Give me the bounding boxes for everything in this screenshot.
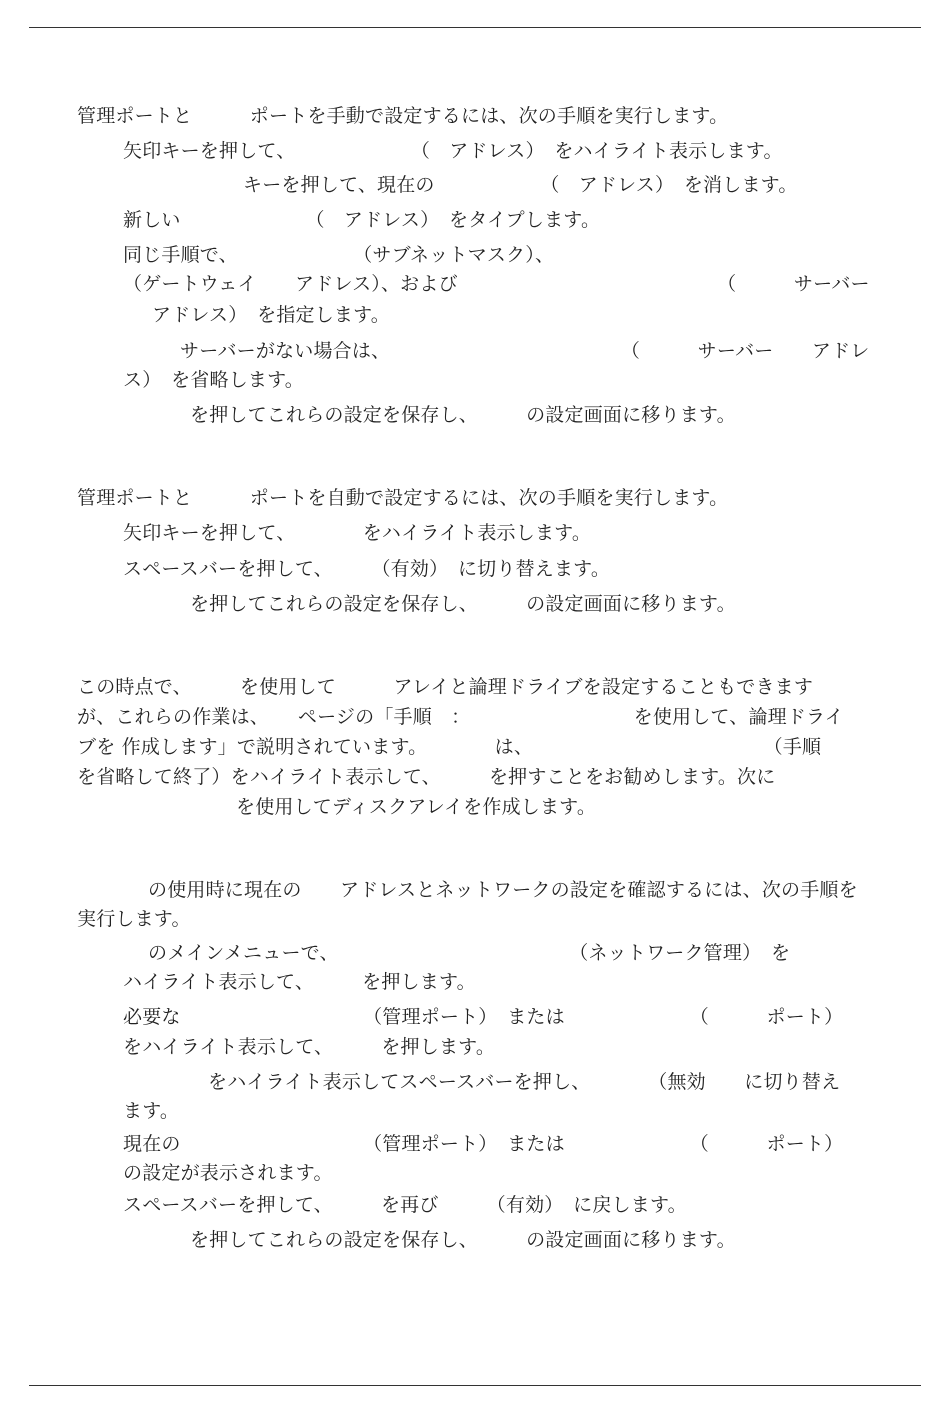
text-line: スペースバーを押して、 （有効） に切り替えます。	[123, 558, 611, 580]
text-line: 必要な （管理ポート） または （ ポート）	[123, 1006, 844, 1028]
text-line: をハイライト表示してスペースバーを押し、 （無効 に切り替え	[208, 1071, 841, 1093]
text-line: 新しい （ アドレス） をタイプします。	[123, 209, 601, 231]
text-line: を押してこれらの設定を保存し、 の設定画面に移ります。	[190, 404, 736, 426]
text-line: サーバーがない場合は、 （ サーバー アドレ	[180, 340, 870, 362]
text-line: キーを押して、現在の （ アドレス） を消します。	[243, 174, 798, 196]
text-line: の設定が表示されます。	[123, 1162, 333, 1184]
text-line: スペースバーを押して、 を再び （有効） に戻します。	[123, 1194, 687, 1216]
text-line: 管理ポートと ポートを手動で設定するには、次の手順を実行します。	[77, 105, 729, 127]
text-line: ブを 作成します」で説明されています。 は、 （手順	[77, 736, 822, 758]
text-line: の使用時に現在の アドレスとネットワークの設定を確認するには、次の手順を	[148, 879, 858, 901]
header-rule	[29, 27, 921, 28]
text-line: をハイライト表示して、 を押します。	[123, 1036, 496, 1058]
text-line: が、これらの作業は、 ページの「手順 ： を使用して、論理ドライ	[77, 706, 844, 728]
text-line: 現在の （管理ポート） または （ ポート）	[123, 1133, 844, 1155]
text-line: 矢印キーを押して、 （ アドレス） をハイライト表示します。	[123, 140, 783, 162]
text-line: を押してこれらの設定を保存し、 の設定画面に移ります。	[190, 593, 736, 615]
text-line: を省略して終了）をハイライト表示して、 を押すことをお勧めします。次に	[77, 766, 776, 788]
text-line: この時点で、 を使用して アレイと論理ドライブを設定することもできます	[77, 676, 814, 698]
text-line: 実行します。	[77, 908, 191, 930]
footer-rule	[29, 1385, 921, 1386]
text-line: 管理ポートと ポートを自動で設定するには、次の手順を実行します。	[77, 487, 729, 509]
text-line: ます。	[123, 1100, 180, 1122]
text-line: を使用してディスクアレイを作成します。	[236, 796, 597, 818]
text-line: ハイライト表示して、 を押します。	[123, 971, 476, 993]
text-line: アドレス） を指定します。	[152, 304, 391, 326]
text-line: ス） を省略します。	[123, 369, 304, 391]
text-line: を押してこれらの設定を保存し、 の設定画面に移ります。	[190, 1229, 736, 1251]
text-line: 矢印キーを押して、 をハイライト表示します。	[123, 522, 592, 544]
text-line: のメインメニューで、 （ネットワーク管理） を	[148, 942, 791, 964]
text-line: 同じ手順で、 （サブネットマスク）、	[123, 244, 555, 266]
text-line: （ゲートウェイ アドレス）、および （ サーバー	[123, 273, 870, 295]
